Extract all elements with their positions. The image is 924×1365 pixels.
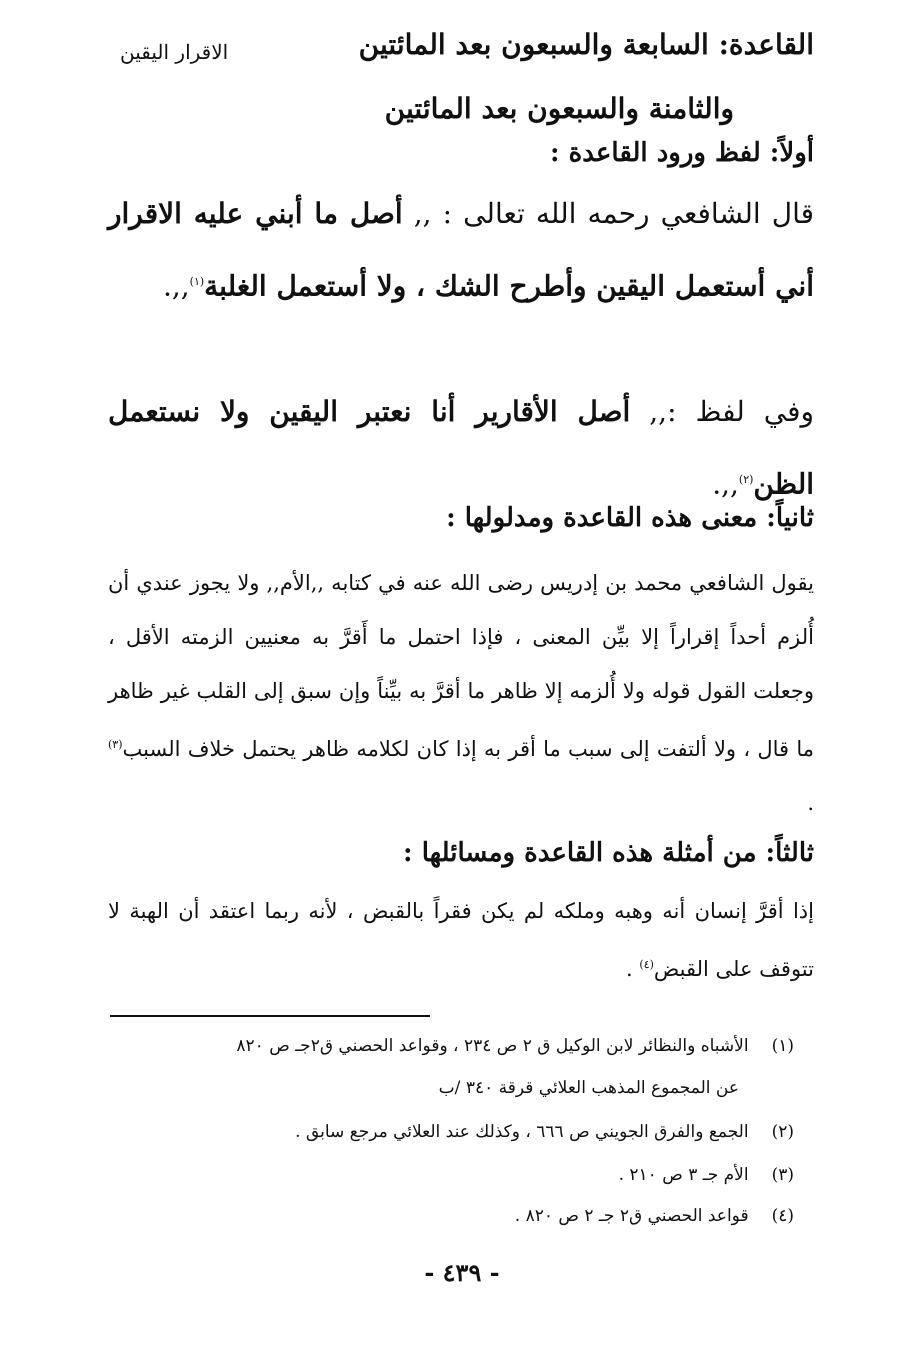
quote-intro: وفي لفظ :,, [630,395,815,428]
quote-intro: قال الشافعي رحمه الله تعالى : ,, [402,197,814,230]
footnote-number: (٣) [771,1165,794,1185]
footnote-ref-4[interactable]: (٤) [639,958,654,971]
footnote-text: الأم جـ ٣ ص ٢١٠ . [618,1165,749,1185]
footnote-text: قواعد الحصني ق٢ جـ ٢ ص ٨٢٠ . [514,1206,749,1226]
quote-bold-text: أصل الأقارير أنا نعتبر اليقين ولا نستعمل الظن [108,395,814,501]
quote-paragraph-2 [108,378,814,518]
section-heading-first: أولاً: لفظ ورود القاعدة : [549,138,814,168]
footnote-text: الأشباه والنظائر لابن الوكيل ق ٢ ص ٢٣٤ ، وقواعد الحصني ق٢جـ ص ٨٢٠ [236,1036,749,1056]
footnote-number: (١) [771,1036,794,1056]
rule-title-line2: والثامنة والسبعون بعد المائتين [384,92,734,125]
body-paragraph-examples [108,884,814,996]
section-heading-second: ثانياً: معنى هذه القاعدة ومدلولها : [446,503,814,533]
paragraph-text: يقول الشافعي محمد بن إدريس رضى الله عنه في كتابه ,,الأم,, ولا يجوز عندي أن أُلزم أحداً إقراراً إلا بيِّن المعنى ، فإذا احتمل ما أَقرَّ به معنيين الزمته الأقل ، وجعلت القول قوله ولا أُلزمه إلا ظاهر ما أقرَّ به بيِّناً وإن سبق إلى القلب غير ظاهر ما قال ، ولا ألتفت إلى سبب ما أقر به إذا كان لكلامه ظاهر يحتمل خلاف السبب [108,571,814,761]
footnote-number: (٢) [771,1122,794,1142]
rule-title-line1: القاعدة: السابعة والسبعون بعد المائتين [358,28,814,61]
footnote-text: الجمع والفرق الجويني ص ٦٦٦ ، وكذلك عند العلائي مرجع سابق . [295,1122,749,1142]
footnote-number: (٤) [771,1206,794,1226]
footnote-ref-2[interactable]: (٢) [738,473,754,486]
footnote-ref-3[interactable]: (٣) [108,738,123,751]
page-number: - ٤٣٩ - [424,1258,500,1287]
quote-end: ,,. [712,467,739,501]
paragraph-end: . [807,791,814,815]
footnote-4 [515,1206,794,1226]
quote-end: ,,. [162,269,190,303]
footnote-3 [619,1165,794,1185]
quote-paragraph-1 [108,180,814,320]
paragraph-text: إذا أقرَّ إنسان أنه وهبه وملكه لم يكن فقراً بالقبض ، لأنه ربما اعتقد أن الهبة لا تتوقف على القبض [108,899,814,981]
footnote-divider [110,1015,430,1017]
quote-bold-text: أصل ما أبني عليه الاقرار أني أستعمل اليقين وأطرح الشك ، ولا أستعمل الغلبة [108,197,814,303]
footnote-2 [295,1122,794,1142]
footnote-1 [236,1036,794,1056]
footnote-ref-1[interactable]: (١) [189,275,205,288]
body-paragraph-meaning [108,556,814,830]
paragraph-end: . [626,957,640,981]
running-header-label: الاقرار اليقين [120,40,229,64]
footnote-1-continuation: عن المجموع المذهب العلائي قرقة ٣٤٠ /ب [438,1078,739,1098]
section-heading-third: ثالثاً: من أمثلة هذه القاعدة ومسائلها : [403,838,814,868]
